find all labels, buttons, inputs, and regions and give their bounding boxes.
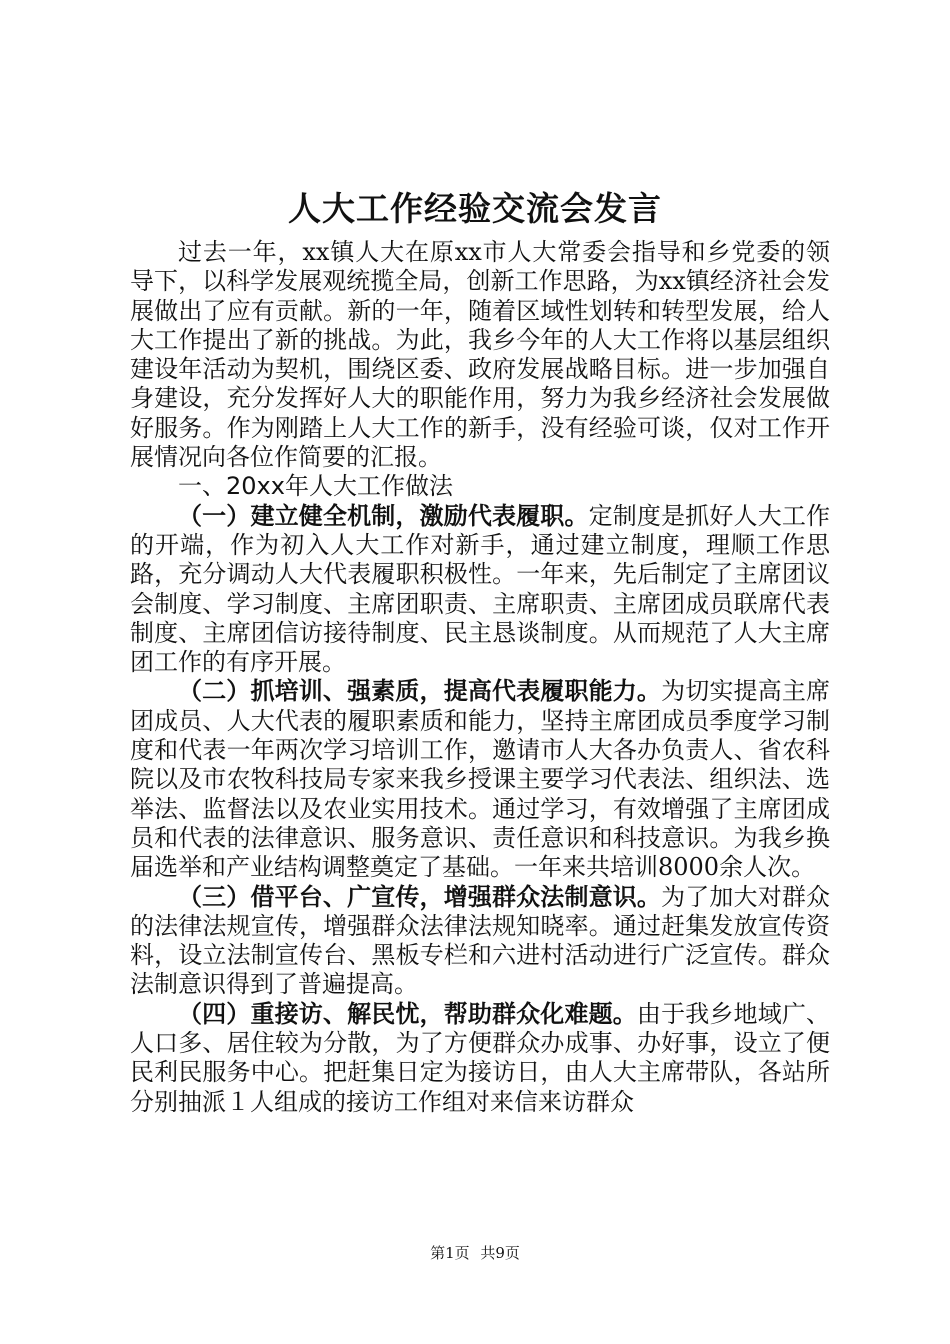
item-paragraph-2 (130, 677, 830, 882)
item-text: 定制度是抓好人大工作的开端，作为初入人大工作对新手，通过建立制度，理顺工作思路，充分调动人大代表履职积极性。一年来，先后制定了主席团议会制度、学习制度、主席团职责、主席职责、主席团成员联席代表制度、主席团信访接待制度、民主恳谈制度。从而规范了人大主席团工作的有序开展。 (130, 501, 831, 677)
page-number: 第1页 (430, 1244, 470, 1262)
page-footer (0, 1243, 950, 1263)
item-lead: （四）重接访、解民忧，帮助群众化难题。 (178, 999, 637, 1028)
item-text: 由于我乡地域广、人口多、居住较为分散，为了方便群众办成事、办好事，设立了便民利民服务中心。把赶集日定为接访日，由人大主席带队，各站所分别抽派１人组成的接访工作组对来信来访群众 (130, 999, 830, 1116)
page-total: 共9页 (480, 1244, 520, 1262)
item-lead: （二）抓培训、强素质，提高代表履职能力。 (178, 677, 662, 706)
item-lead: （三）借平台、广宣传，增强群众法制意识。 (178, 882, 662, 911)
document-body (130, 238, 830, 1117)
item-lead: （一）建立健全机制，激励代表履职。 (178, 501, 589, 530)
document-title: 人大工作经验交流会发言 (288, 189, 662, 228)
intro-paragraph: 过去一年，xx镇人大在原xx市人大常委会指导和乡党委的领导下，以科学发展观统揽全局，创新工作思路，为xx镇经济社会发展做出了应有贡献。新的一年，随着区域性划转和转型发展，给人大工作提出了新的挑战。为此，我乡今年的人大工作将以基层组织建设年活动为契机，围绕区委、政府发展战略目标。进一步加强自身建设，充分发挥好人大的职能作用，努力为我乡经济社会发展做好服务。作为刚踏上人大工作的新手，没有经验可谈，仅对工作开展情况向各位作简要的汇报。 (130, 238, 830, 472)
item-paragraph-4 (130, 1000, 830, 1117)
item-text: 为切实提高主席团成员、人大代表的履职素质和能力，坚持主席团成员季度学习制度和代表一年两次学习培训工作，邀请市人大各办负责人、省农科院以及市农牧科技局专家来我乡授课主要学习代表法、组织法、选举法、监督法以及农业实用技术。通过学习，有效增强了主席团成员和代表的法律意识、服务意识、责任意识和科技意识。为我乡换届选举和产业结构调整奠定了基础。一年来共培训8000余人次。 (130, 677, 831, 882)
section-heading: 一、20xx年人大工作做法 (178, 472, 453, 501)
item-paragraph-3 (130, 883, 830, 1000)
item-paragraph-1 (130, 502, 830, 678)
item-text: 为了加大对群众的法律法规宣传，增强群众法律法规知晓率。通过赶集发放宣传资料，设立法制宣传台、黑板专栏和六进村活动进行广泛宣传。群众法制意识得到了普遍提高。 (130, 882, 831, 999)
